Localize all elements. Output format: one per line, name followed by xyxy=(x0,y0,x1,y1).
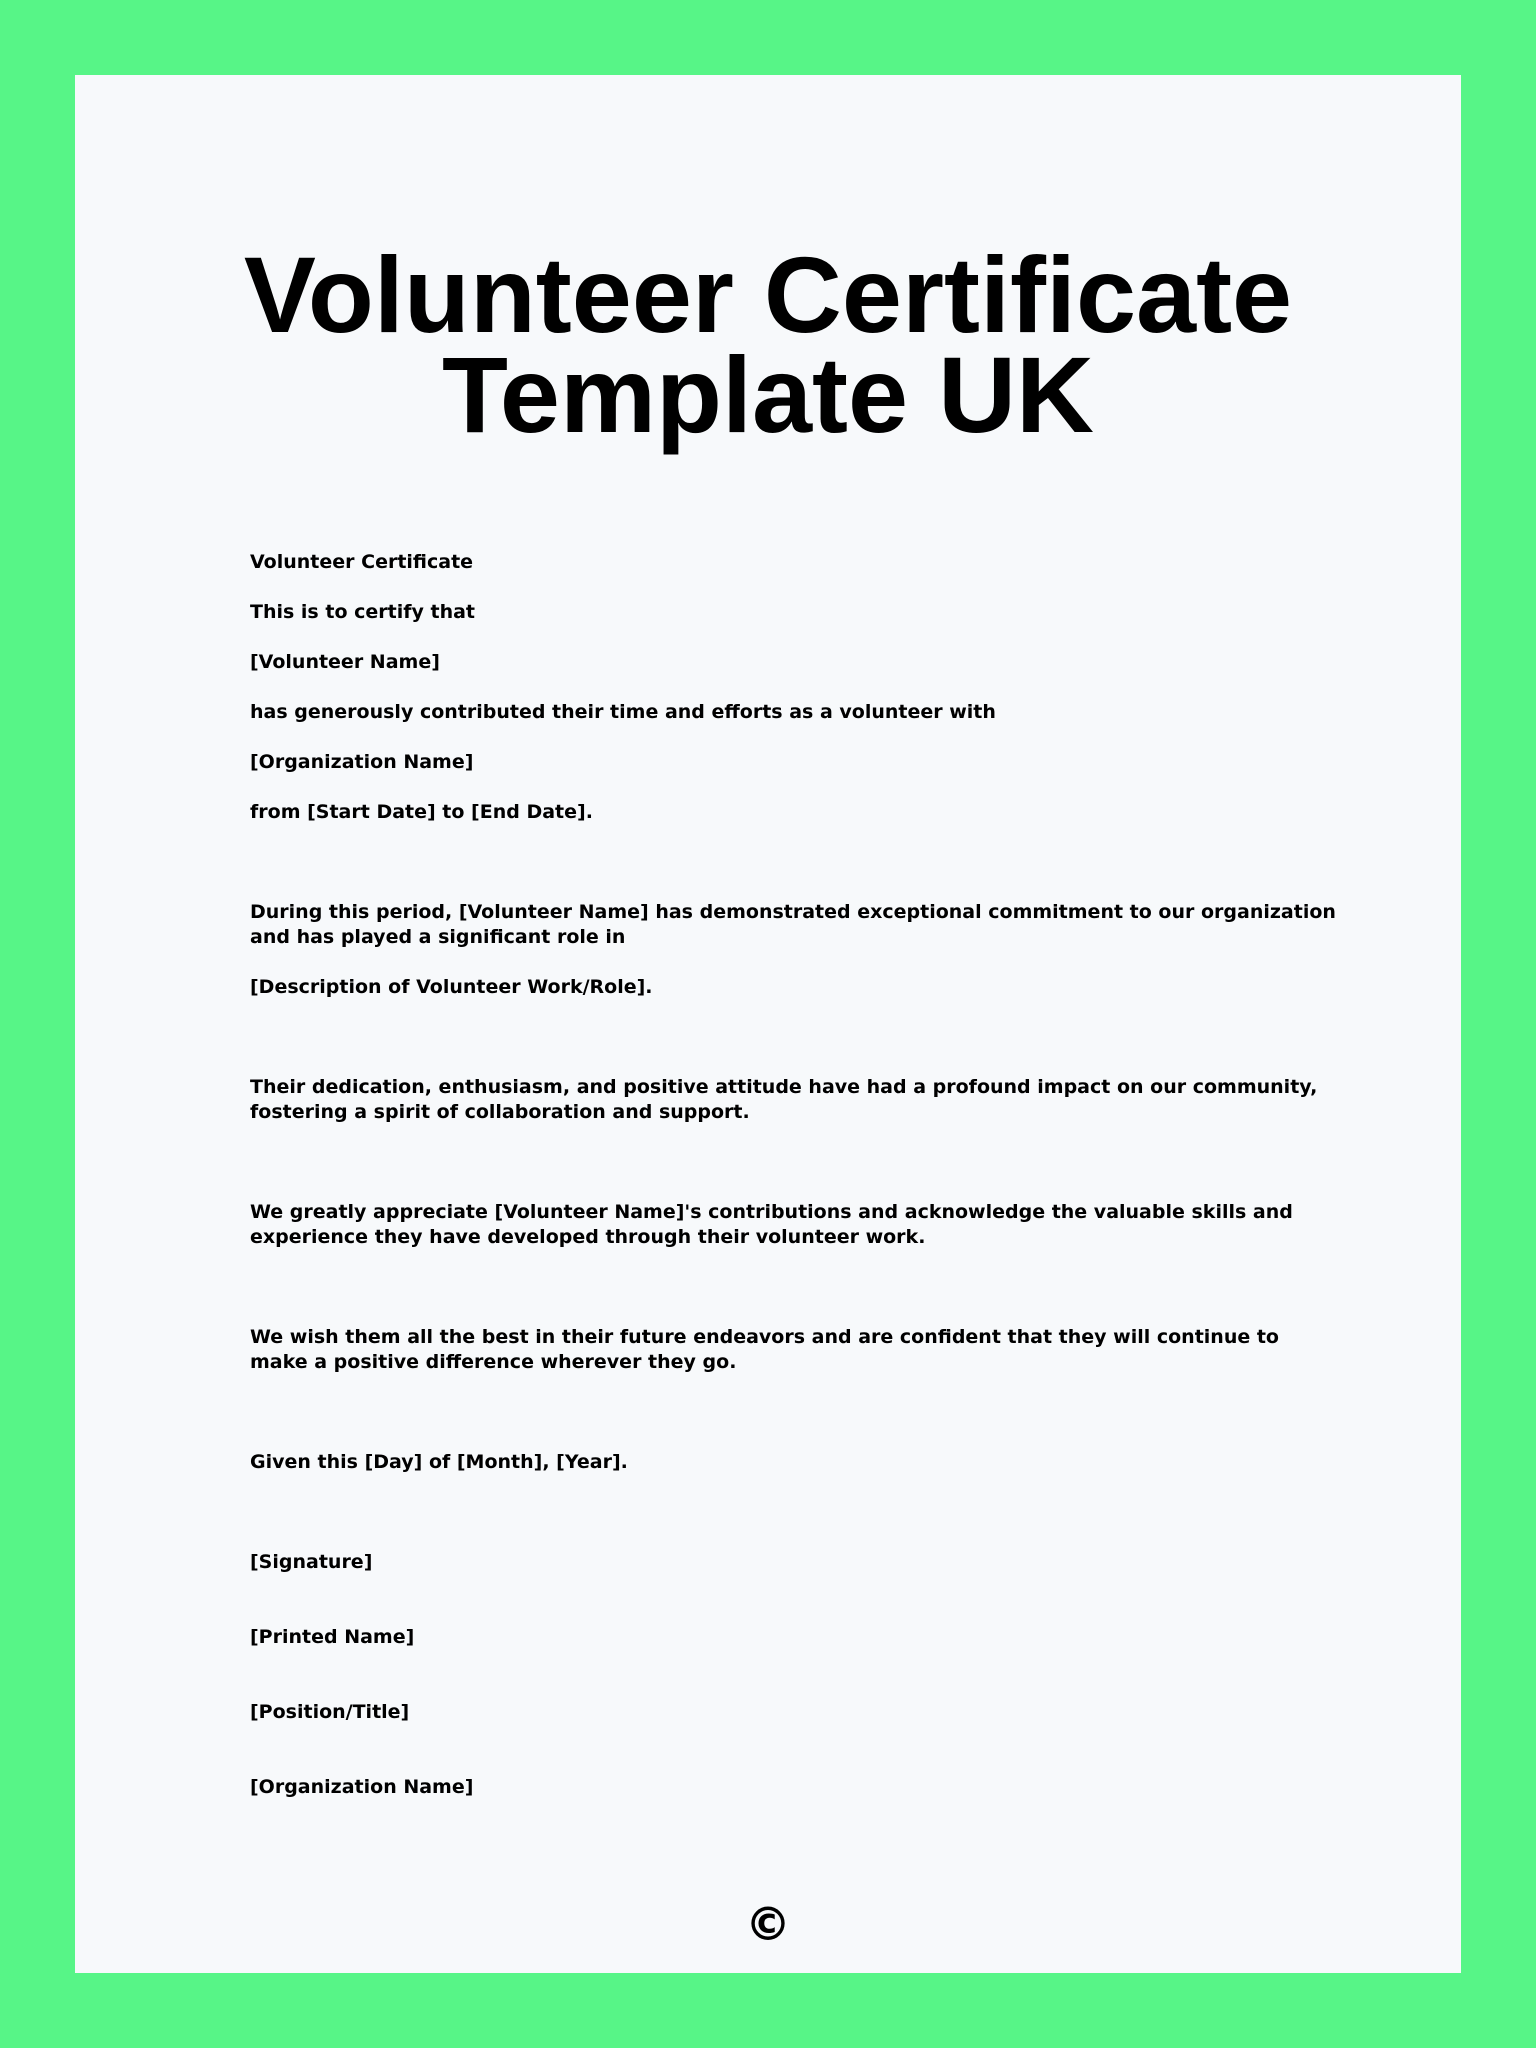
date-range-line: from [Start Date] to [End Date]. xyxy=(250,801,593,823)
organization-name-placeholder: [Organization Name] xyxy=(250,751,474,773)
well-wishes-paragraph: We wish them all the best in their future endeavors and are confident that they will continue to make a positive difference wherever they go. xyxy=(250,1326,1279,1373)
title-line-2: Template UK xyxy=(441,334,1095,455)
signature-placeholder: [Signature] xyxy=(250,1551,373,1573)
role-description-placeholder: [Description of Volunteer Work/Role]. xyxy=(250,976,653,998)
page-title xyxy=(75,234,1461,455)
volunteer-name-placeholder: [Volunteer Name] xyxy=(250,651,440,673)
period-paragraph: During this period, [Volunteer Name] has demonstrated exceptional commitment to our organization and has played a significant role in xyxy=(250,901,1336,948)
position-title-placeholder: [Position/Title] xyxy=(250,1701,410,1723)
dedication-paragraph: Their dedication, enthusiasm, and positive attitude have had a profound impact on our community, fostering a spirit of collaboration and support. xyxy=(250,1076,1318,1123)
copyright-icon: © xyxy=(745,1897,791,1951)
given-date-line: Given this [Day] of [Month], [Year]. xyxy=(250,1451,628,1473)
title-line-1: Volunteer Certificate xyxy=(243,234,1293,355)
contribution-line: has generously contributed their time and efforts as a volunteer with xyxy=(250,701,996,723)
certificate-heading: Volunteer Certificate xyxy=(250,551,474,573)
signing-organization-placeholder: [Organization Name] xyxy=(250,1776,474,1798)
certify-intro: This is to certify that xyxy=(250,601,476,623)
appreciation-paragraph: We greatly appreciate [Volunteer Name]'s contributions and acknowledge the valuable skills and experience they have developed through their volunteer work. xyxy=(250,1201,1293,1248)
printed-name-placeholder: [Printed Name] xyxy=(250,1626,415,1648)
certificate-page xyxy=(75,75,1461,1973)
